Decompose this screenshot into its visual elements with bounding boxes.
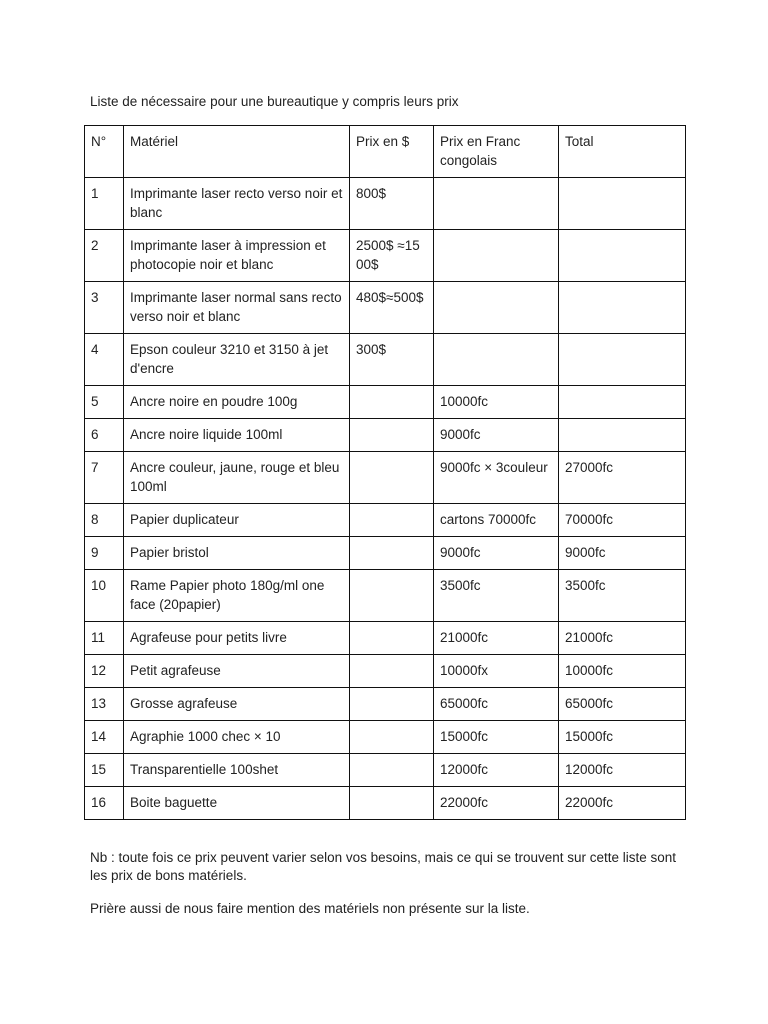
cell-number: 5 bbox=[85, 386, 124, 419]
cell-number: 8 bbox=[85, 504, 124, 537]
cell-total: 10000fc bbox=[559, 655, 686, 688]
cell-price-usd bbox=[350, 754, 434, 787]
cell-total: 3500fc bbox=[559, 570, 686, 622]
header-material: Matériel bbox=[124, 126, 350, 178]
table-row bbox=[85, 386, 686, 419]
cell-price-usd bbox=[350, 537, 434, 570]
cell-price-fc bbox=[434, 334, 559, 386]
table-row bbox=[85, 537, 686, 570]
cell-total: 15000fc bbox=[559, 721, 686, 754]
cell-material: Boite baguette bbox=[124, 787, 350, 820]
table-row bbox=[85, 282, 686, 334]
cell-total: 70000fc bbox=[559, 504, 686, 537]
table-row bbox=[85, 622, 686, 655]
cell-number: 10 bbox=[85, 570, 124, 622]
cell-number: 15 bbox=[85, 754, 124, 787]
cell-price-fc: 10000fc bbox=[434, 386, 559, 419]
cell-number: 12 bbox=[85, 655, 124, 688]
cell-number: 9 bbox=[85, 537, 124, 570]
cell-price-usd bbox=[350, 787, 434, 820]
cell-price-fc: 9000fc bbox=[434, 537, 559, 570]
table-row bbox=[85, 419, 686, 452]
cell-material: Agrafeuse pour petits livre bbox=[124, 622, 350, 655]
note-request: Prière aussi de nous faire mention des matériels non présente sur la liste. bbox=[90, 901, 530, 916]
cell-price-usd bbox=[350, 570, 434, 622]
table-row bbox=[85, 452, 686, 504]
cell-material: Transparentielle 100shet bbox=[124, 754, 350, 787]
cell-price-fc: 65000fc bbox=[434, 688, 559, 721]
table-row bbox=[85, 230, 686, 282]
cell-material: Ancre noire en poudre 100g bbox=[124, 386, 350, 419]
cell-total: 12000fc bbox=[559, 754, 686, 787]
cell-material: Grosse agrafeuse bbox=[124, 688, 350, 721]
cell-total: 27000fc bbox=[559, 452, 686, 504]
cell-material: Papier bristol bbox=[124, 537, 350, 570]
cell-price-fc bbox=[434, 230, 559, 282]
table-row bbox=[85, 178, 686, 230]
cell-material: Imprimante laser recto verso noir et blanc bbox=[124, 178, 350, 230]
cell-price-fc: 15000fc bbox=[434, 721, 559, 754]
header-total: Total bbox=[559, 126, 686, 178]
note-prices: Nb : toute fois ce prix peuvent varier selon vos besoins, mais ce qui se trouvent sur cette liste sont les prix de bons matériels. bbox=[90, 850, 677, 883]
cell-number: 13 bbox=[85, 688, 124, 721]
table-row bbox=[85, 721, 686, 754]
cell-price-usd bbox=[350, 504, 434, 537]
table-row bbox=[85, 570, 686, 622]
cell-price-fc bbox=[434, 282, 559, 334]
table-row bbox=[85, 754, 686, 787]
cell-material: Agraphie 1000 chec × 10 bbox=[124, 721, 350, 754]
cell-total: 9000fc bbox=[559, 537, 686, 570]
cell-price-fc: 10000fx bbox=[434, 655, 559, 688]
table-row bbox=[85, 334, 686, 386]
supplies-table bbox=[84, 125, 686, 820]
cell-number: 6 bbox=[85, 419, 124, 452]
cell-price-usd: 800$ bbox=[350, 178, 434, 230]
cell-total: 21000fc bbox=[559, 622, 686, 655]
cell-price-usd bbox=[350, 721, 434, 754]
header-price-usd: Prix en $ bbox=[350, 126, 434, 178]
table-body bbox=[85, 178, 686, 820]
cell-price-usd bbox=[350, 688, 434, 721]
cell-material: Imprimante laser normal sans recto verso noir et blanc bbox=[124, 282, 350, 334]
cell-number: 1 bbox=[85, 178, 124, 230]
cell-price-fc: 9000fc bbox=[434, 419, 559, 452]
cell-number: 16 bbox=[85, 787, 124, 820]
cell-price-usd: 2500$ ≈15 00$ bbox=[350, 230, 434, 282]
cell-price-fc: cartons 70000fc bbox=[434, 504, 559, 537]
cell-total bbox=[559, 178, 686, 230]
cell-total bbox=[559, 230, 686, 282]
cell-material: Petit agrafeuse bbox=[124, 655, 350, 688]
cell-material: Rame Papier photo 180g/ml one face (20papier) bbox=[124, 570, 350, 622]
cell-price-fc: 21000fc bbox=[434, 622, 559, 655]
cell-price-fc: 9000fc × 3couleur bbox=[434, 452, 559, 504]
table-row bbox=[85, 688, 686, 721]
cell-number: 3 bbox=[85, 282, 124, 334]
table-row bbox=[85, 787, 686, 820]
cell-total: 22000fc bbox=[559, 787, 686, 820]
cell-price-usd bbox=[350, 386, 434, 419]
cell-price-usd: 300$ bbox=[350, 334, 434, 386]
document-title: Liste de nécessaire pour une bureautique y compris leurs prix bbox=[90, 94, 459, 109]
cell-material: Papier duplicateur bbox=[124, 504, 350, 537]
cell-price-usd bbox=[350, 419, 434, 452]
cell-material: Ancre noire liquide 100ml bbox=[124, 419, 350, 452]
cell-number: 14 bbox=[85, 721, 124, 754]
table-row bbox=[85, 655, 686, 688]
cell-material: Ancre couleur, jaune, rouge et bleu 100ml bbox=[124, 452, 350, 504]
cell-number: 4 bbox=[85, 334, 124, 386]
cell-number: 7 bbox=[85, 452, 124, 504]
cell-material: Epson couleur 3210 et 3150 à jet d'encre bbox=[124, 334, 350, 386]
cell-total bbox=[559, 419, 686, 452]
cell-total: 65000fc bbox=[559, 688, 686, 721]
header-price-fc: Prix en Franc congolais bbox=[434, 126, 559, 178]
header-number: N° bbox=[85, 126, 124, 178]
cell-price-usd: 480$≈500$ bbox=[350, 282, 434, 334]
cell-number: 11 bbox=[85, 622, 124, 655]
table-header-row bbox=[85, 126, 686, 178]
cell-price-usd bbox=[350, 622, 434, 655]
cell-total bbox=[559, 282, 686, 334]
cell-price-fc: 22000fc bbox=[434, 787, 559, 820]
cell-price-usd bbox=[350, 655, 434, 688]
cell-material: Imprimante laser à impression et photocopie noir et blanc bbox=[124, 230, 350, 282]
cell-total bbox=[559, 386, 686, 419]
cell-number: 2 bbox=[85, 230, 124, 282]
cell-price-fc: 12000fc bbox=[434, 754, 559, 787]
table-row bbox=[85, 504, 686, 537]
cell-price-fc: 3500fc bbox=[434, 570, 559, 622]
cell-price-fc bbox=[434, 178, 559, 230]
cell-price-usd bbox=[350, 452, 434, 504]
cell-total bbox=[559, 334, 686, 386]
